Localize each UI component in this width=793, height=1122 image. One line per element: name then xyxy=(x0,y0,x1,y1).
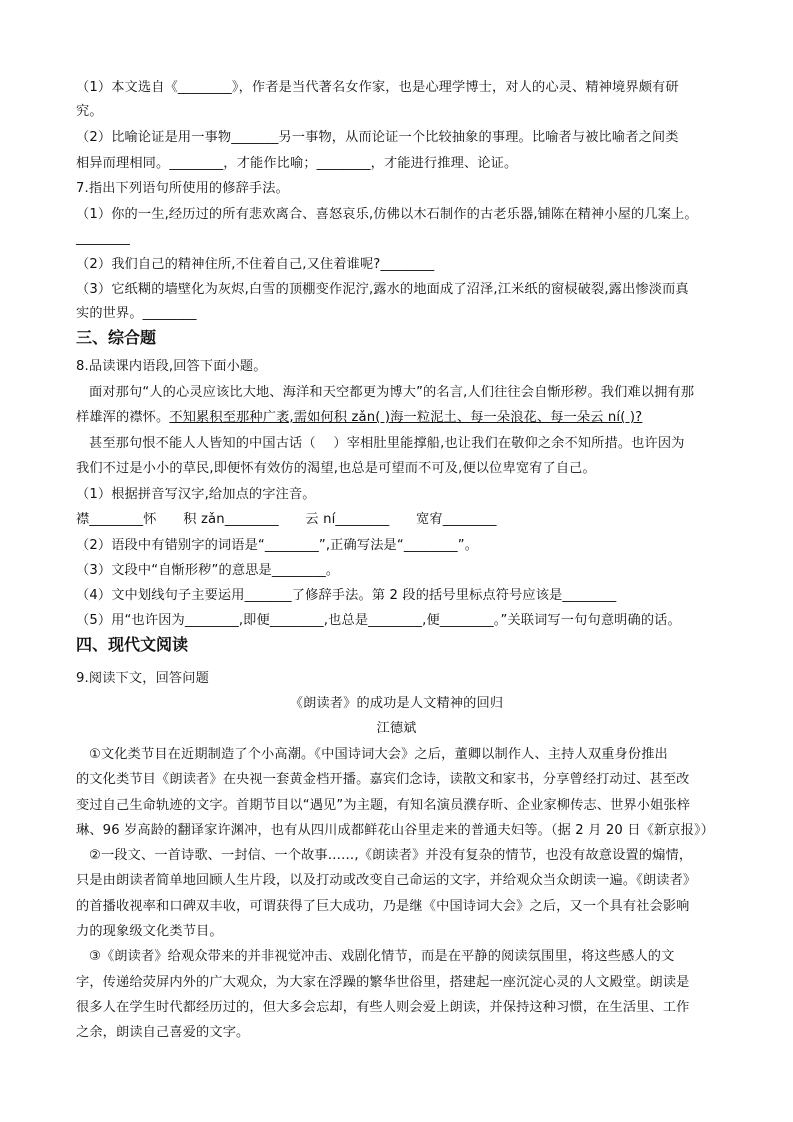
q6-sub2-line1: （2）比喻论证是用一事物_______另一事物，从而论证一个比较抽象的事理。比喻者与被比喻者之间类 xyxy=(76,130,679,145)
p3-line1: ③《朗读者》给观众带来的并非视觉冲击、戏剧化情节，而是在平静的阅读氛围里，将这些感人的文 xyxy=(89,949,675,964)
p1-line3: 变过自己生命轨迹的文字。首期节目以“遇见”为主题，有知名演员濮存昕、企业家柳传志、世界小姐张梓 xyxy=(76,798,691,813)
article-author: 江德斌 xyxy=(376,721,417,736)
section-heading-3: 三、综合题 xyxy=(76,328,157,347)
p3-line2: 字，传递给荧屏内外的广大观众，为大家在浮躁的繁华世俗里，搭建起一座沉淀心灵的人文殿堂。朗读是 xyxy=(76,975,690,990)
q7-sub3-line1: （3）它纸糊的墙壁化为灰烬,白雪的顶棚变作泥泞,露水的地面成了沼泽,江米纸的窗棂破裂,露出惨淡而真 xyxy=(76,282,689,297)
q6-sub1-line1: （1）本文选自《________》，作者是当代著名女作家，也是心理学博士，对人的心灵、精神境界颇有研 xyxy=(76,80,679,95)
p2-line3: 的首播收视率和口碑双丰收，可谓获得了巨大成功，乃是继《中国诗词大会》之后，又一个具有社会影响 xyxy=(76,899,690,914)
q7-intro: 7.指出下列语句所使用的修辞手法。 xyxy=(76,181,289,196)
p2-line1: ②一段文、一首诗歌、一封信、一个故事……,《朗读者》并没有复杂的情节，也没有故意设置的煽情， xyxy=(89,848,693,863)
q8-para1-line1: 面对那句“人的心灵应该比大地、海洋和天空都更为博大”的名言,人们往往会自惭形秽。我们难以拥有那 xyxy=(89,385,695,400)
q7-sub1-blank: ________ xyxy=(76,231,130,246)
q8-para2-line1: 甚至那句恨不能人人皆知的中国古话（ ）宰相肚里能撑船,也让我们在敬仰之余不知所措。也许因为 xyxy=(89,436,685,451)
article-title: 《朗读者》的成功是人文精神的回归 xyxy=(289,696,504,711)
p2-line2: 只是由朗读者简单地回顾人生片段，以及打动或改变自己命运的文字，并给观众当众朗读一遍。《朗读者》 xyxy=(76,873,697,888)
q6-sub1-line2: 究。 xyxy=(76,104,103,119)
q7-sub3-line2: 实的世界。________ xyxy=(76,306,197,321)
q8-sub1-items: 襟________怀 积 zǎn________ 云 ní________ 宽宥________ xyxy=(76,512,497,527)
p3-line3: 很多人在学生时代都经历过的，但大多会忘却，有些人则会爱上朗读，并保持这种习惯，在生活里、工作 xyxy=(76,1000,690,1015)
p1-line1: ①文化类节目在近期制造了个小高潮。《中国诗词大会》之后，董卿以制作人、主持人双重身份推出 xyxy=(89,747,668,762)
section-heading-4: 四、现代文阅读 xyxy=(76,635,189,654)
q8-para1-line2 xyxy=(76,409,642,427)
q8-sub2: （2）语段中有错别字的词语是“________”,正确写法是“________”。 xyxy=(76,538,479,553)
q6-sub2-line2: 相异而理相同。________，才能作比喻；________，才能进行推理、论证。 xyxy=(76,156,518,171)
q7-sub1-line1: （1）你的一生,经历过的所有悲欢离合、喜怒哀乐,仿佛以木石制作的古老乐器,铺陈在精神小屋的几案上。 xyxy=(76,207,698,222)
q8-sub5: （5）用“也许因为________,即便________,也总是________,便________。”关联词写一句句意明确的话。 xyxy=(76,613,681,628)
q8-intro: 8.品读课内语段,回答下面小题。 xyxy=(76,359,267,374)
p1-line2: 的文化类节目《朗读者》在央视一套黄金档开播。嘉宾们念诗，读散文和家书，分享曾经打动过、甚至改 xyxy=(76,772,690,787)
q8-para1-plain: 样雄浑的襟怀。 xyxy=(76,410,170,425)
q8-sub3: （3）文段中“自惭形秽”的意思是________。 xyxy=(76,563,340,578)
q8-sub1: （1）根据拼音写汉字,给加点的字注音。 xyxy=(76,487,316,502)
p1-line4: 琳、96 岁高龄的翻译家许渊冲，也有从四川成都鲜花山谷里走来的普通夫妇等。（据 2 月 20 日《新京报》） xyxy=(76,823,715,838)
q7-sub2: （2）我们自己的精神住所,不住着自己,又住着谁呢?________ xyxy=(76,257,435,272)
q8-underlined-sentence: 不知累积至那种广袤,需如何积 zǎn( )海一粒泥土、每一朵浪花、每一朵云 ní( )? xyxy=(169,410,643,425)
p3-line4: 之余，朗读自己喜爱的文字。 xyxy=(76,1025,250,1040)
q9-intro: 9.阅读下文，回答问题 xyxy=(76,671,209,686)
p2-line4: 力的现象级文化类节目。 xyxy=(76,924,223,939)
q8-sub4: （4）文中划线句子主要运用_______了修辞手法。第 2 段的括号里标点符号应该是________ xyxy=(76,588,617,603)
q8-para2-line2: 我们不过是小小的草民,即便怀有效仿的渴望,也总是可望而不可及,便以位卑宽宥了自己。 xyxy=(76,461,596,476)
